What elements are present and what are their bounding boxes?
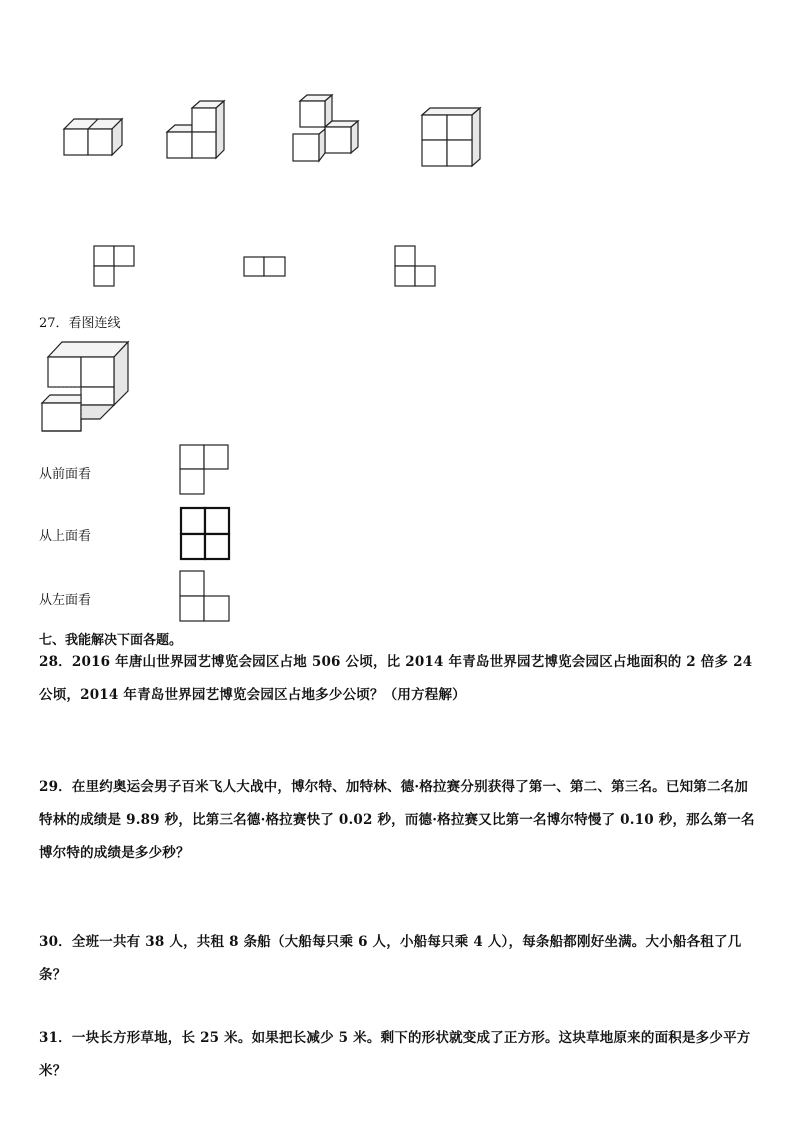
q27-solid-figure xyxy=(40,339,132,435)
question-30: 30．全班一共有 38 人，共租 8 条船（大船每只乘 6 人，小船每只乘 4 人），每条船都刚好坐满。大小船各租了几条？ xyxy=(39,934,742,983)
q27-label: 27．看图连线 xyxy=(39,316,121,331)
cube-figure-3 xyxy=(290,93,362,163)
cube-figure-1 xyxy=(62,115,128,159)
view-figure-a xyxy=(92,244,138,288)
left-view-figure xyxy=(178,569,232,625)
top-view-figure xyxy=(179,506,231,562)
section-title: 七、我能解决下面各题。 xyxy=(39,633,183,648)
question-28: 28．2016 年唐山世界园艺博览会园区占地 506 公顷，比 2014 年青岛世界园艺博览会园区占地面积的 2 倍多 24 公顷，2014 年青岛世界园艺博览会园区占地多少公顷？（用方程解） xyxy=(39,654,753,703)
front-view-figure xyxy=(178,443,230,497)
view-figure-b xyxy=(243,256,287,278)
question-31: 31．一块长方形草地，长 25 米。如果把长减少 5 米。剩下的形状就变成了正方形。这块草地原来的面积是多少平方米？ xyxy=(39,1030,751,1079)
question-29: 29．在里约奥运会男子百米飞人大战中，博尔特、加特林、德·格拉赛分别获得了第一、第二、第三名。已知第二名加特林的成绩是 9.89 秒，比第三名德·格拉赛快了 0.02 秒，而德·格拉赛又比第一名博尔特慢了 0.10 秒，那么第一名博尔特的成绩是多少秒？ xyxy=(39,779,755,861)
view-label-front: 从前面看 xyxy=(39,467,92,482)
view-label-left: 从左面看 xyxy=(39,593,92,608)
cube-figure-2 xyxy=(164,98,228,162)
view-label-top: 从上面看 xyxy=(39,529,92,544)
cube-figure-4 xyxy=(418,105,484,169)
view-figure-c xyxy=(393,244,439,288)
